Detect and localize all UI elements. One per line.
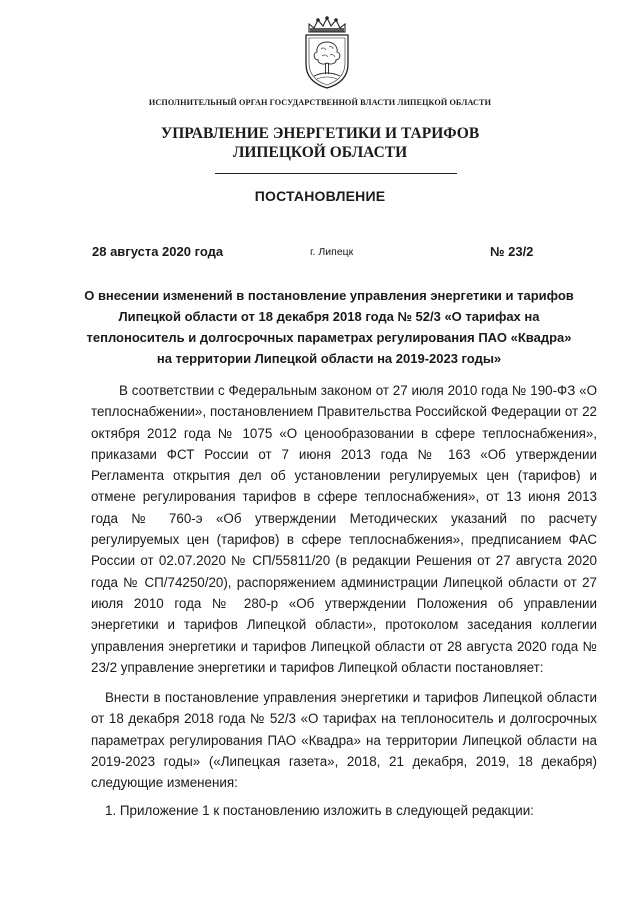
body-paragraph-3: 1. Приложение 1 к постановлению изложить в следующей редакции:: [105, 803, 534, 818]
document-date: 28 августа 2020 года: [92, 244, 224, 259]
authority-name: ИСПОЛНИТЕЛЬНЫЙ ОРГАН ГОСУДАРСТВЕННОЙ ВЛАСТИ ЛИПЕЦКОЙ ОБЛАСТИ: [148, 98, 492, 107]
department-name-line-1: УПРАВЛЕНИЕ ЭНЕРГЕТИКИ И ТАРИФОВ: [160, 125, 480, 142]
document-type-title: ПОСТАНОВЛЕНИЕ: [254, 188, 386, 204]
department-name: [100, 124, 540, 162]
body-paragraph-1: В соответствии с Федеральным законом от 27 июля 2010 года № 190-ФЗ «О теплоснабжении», постановлением Правительства Российской Федерации от 22 октября 2012 года № 1075 «О ценообразовании в сфере теплоснабжения», приказами ФСТ России от 7 июня 2013 года № 163 «Об утверждении Регламента открытия дел об установлении регулируемых цен (тарифов) и отмене регулирования тарифов в сфере теплоснабжения», от 13 июня 2013 года № 760-э «Об утверждении Методических указаний по расчету регулируемых цен (тарифов) в сфере теплоснабжения», предписанием ФАС России от 02.07.2020 № СП/55811/20 (в редакции Решения от 27 августа 2020 года № СП/74250/20), распоряжением администрации Липецкой области от 27 июля 2010 года № 280-р «Об утверждении Положения об управлении энергетики и тарифов Липецкой области», протоколом заседания коллегии управления энергетики и тарифов Липецкой области от 28 августа 2020 года № 23/2 управление энергетики и тарифов Липецкой области постановляет:: [91, 383, 597, 675]
document-subject: О внесении изменений в постановление управления энергетики и тарифов Липецкой области от 18 декабря 2018 года № 52/3 «О тарифах на теплоноситель и долгосрочных параметрах регулирования ПАО «Квадра» на территории Липецкой области на 2019-2023 годы»: [84, 288, 574, 366]
document-number: № 23/2: [490, 244, 534, 259]
document-city: г. Липецк: [310, 246, 354, 258]
coat-of-arms-icon: [300, 16, 354, 90]
header-divider: [215, 173, 457, 174]
body-paragraph-2: Внести в постановление управления энергетики и тарифов Липецкой области от 18 декабря 2018 года № 52/3 «О тарифах на теплоноситель и долгосрочных параметрах регулирования ПАО «Квадра» на территории Липецкой области на 2019-2023 годы» («Липецкая газета», 2018, 21 декабря, 2019, 18 декабря) следующие изменения:: [91, 690, 597, 791]
department-name-line-2: ЛИПЕЦКОЙ ОБЛАСТИ: [232, 144, 408, 161]
